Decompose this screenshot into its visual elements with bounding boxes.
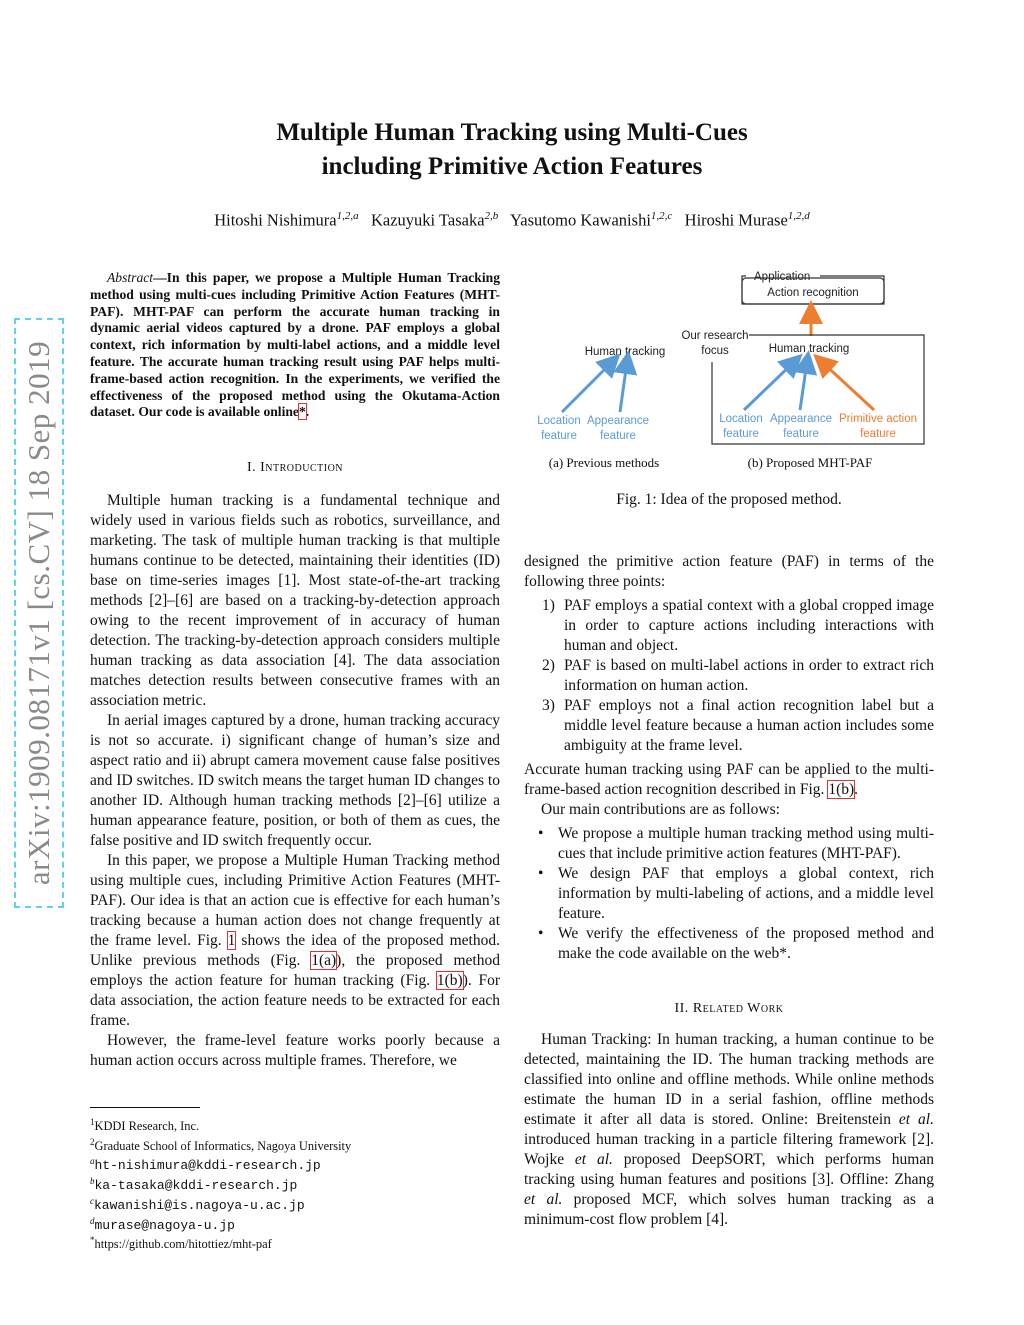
paragraph: Our main contributions are as follows:	[541, 801, 780, 818]
figure-ref-link[interactable]: 1(b)	[828, 781, 855, 798]
arxiv-identifier-box[interactable]	[14, 318, 64, 908]
abstract-lead: Abstract	[107, 270, 154, 285]
paper-title	[150, 116, 874, 184]
section-number: I.	[246, 460, 257, 475]
email: ht-nishimura@kddi-research.jp	[94, 1158, 321, 1174]
paragraph: In aerial images captured by a drone, human tracking accuracy is not so accurate. i) significant change of human’s size and aspect ratio and ii) abrupt camera movement cause false positives and ID switches. ID switch means the target human ID changes to another ID. Although human tracking methods [2]–[6] utilize a human appearance feature, position, or both of them as cues, the false positive and ID switch frequently occur.	[90, 712, 500, 849]
introduction-body	[90, 491, 500, 1071]
section-title: Related Work	[692, 1001, 784, 1016]
abstract	[90, 270, 500, 421]
fig-b-focus-sub: focus	[701, 345, 729, 357]
bullet-icon: •	[538, 825, 544, 842]
section-title: Introduction	[260, 460, 344, 475]
paragraph: Accurate human tracking using PAF can be applied to the multi-frame-based action recognition described in Fig. 1(b).	[524, 761, 934, 798]
fig-b-location-label: Location	[719, 413, 763, 425]
fig-b-action-label: Action recognition	[767, 287, 859, 299]
fig-a-arrow-location	[562, 362, 612, 412]
paragraph: Human Tracking: In human tracking, a human continue to be detected, maintaining the ID. The human tracking methods are classified into online and offline methods. While online methods estimate the human ID in a serial fashion, offline methods estimate it after all data is stored. Online: Breitenstein et al. introduced human tracking in a particle filtering framework [2]. Wojke et al. proposed DeepSORT, which performs human tracking using human features and positions [3]. Offline: Zhang et al. proposed MCF, which solves human tracking as a minimum-cost flow problem [4].	[524, 1031, 934, 1228]
figure-ref-link[interactable]: 1(b)	[436, 972, 463, 989]
contributions-list	[524, 824, 934, 964]
bullet-icon: •	[538, 865, 544, 882]
footnote: $^d$murase@nagoya-u.jp	[90, 1215, 235, 1233]
section-heading-introduction	[90, 460, 500, 476]
author-list	[90, 210, 934, 231]
list-item: • We design PAF that employs a global context, rich information by multi-labeling of actions, and a middle level feature.	[524, 864, 934, 924]
fig-b-arrow-appearance	[800, 362, 807, 410]
bullet-icon: •	[538, 925, 544, 942]
fig-b-appearance-sub: feature	[783, 428, 819, 440]
section-number: II.	[674, 1001, 689, 1016]
list-item: 1) PAF employs a spatial context with a global cropped image in order to capture actions including interactions with human and object.	[542, 597, 934, 654]
title-line-2: including Primitive Action Features	[321, 153, 703, 180]
fig-a-human-tracking-label: Human tracking	[584, 346, 666, 358]
text-run: shows the idea of the proposed method. Unlike previous methods (Fig.	[90, 932, 500, 969]
author-name: Kazuyuki Tasaka	[370, 210, 485, 230]
fig-b-primitive-label: Primitive action	[839, 413, 917, 425]
text-run: ). For data association, the action feature needs to be extracted for each frame.	[90, 972, 500, 1029]
related-work-body	[524, 1030, 934, 1230]
list-item: 2) PAF is based on multi-label actions in order to extract rich information on human action.	[542, 657, 934, 694]
text-run: In this paper, we propose a Multiple Human Tracking method using multiple cues, including Primitive Action Features (MHT-PAF). Our idea is that an action cue is effective for each human’s tracking because a human action does not change frequently at the frame level. Fig.	[90, 852, 500, 949]
fig-b-focus-label: Our research	[681, 330, 749, 342]
subcaption-b: (b) Proposed MHT-PAF	[747, 455, 873, 470]
author-name: Hiroshi Murase	[684, 210, 788, 230]
footnote: $^c$kawanishi@is.nagoya-u.ac.jp	[90, 1195, 305, 1213]
abstract-text: In this paper, we propose a Multiple Human Tracking method using multi-cues including Primitive Action Features (MHT-PAF). MHT-PAF can perform the accurate human tracking in dynamic aerial videos captured by a drone. PAF employs a global context, rich information by multi-label actions, and a middle level feature. The accurate human tracking result using PAF helps multi-frame-based action recognition. In the experiments, we verified the effectiveness of the proposed method using the Okutama-Action dataset. Our code is available online	[90, 270, 500, 420]
fig-b-human-tracking-label: Human tracking	[768, 343, 850, 355]
section-heading-related-work	[524, 1001, 934, 1017]
arxiv-identifier[interactable]: arXiv:1909.08171v1 [cs.CV] 18 Sep 2019	[21, 340, 57, 886]
footnote: $^a$ht-nishimura@kddi-research.jp	[90, 1156, 321, 1174]
fig-b-location-sub: feature	[723, 428, 759, 440]
fig-a-appearance-sub: feature	[600, 430, 636, 442]
fig-b-primitive-sub: feature	[860, 428, 896, 440]
abstract-dash: —	[153, 270, 167, 285]
footnotes	[90, 1115, 500, 1253]
title-line-1: Multiple Human Tracking using Multi-Cues	[276, 119, 748, 146]
author-affil: 1,2,a	[336, 210, 359, 222]
list-item: • We propose a multiple human tracking method using multi-cues that include primitive action features (MHT-PAF).	[524, 824, 934, 864]
figure-ref-link[interactable]: 1(a)	[311, 952, 337, 969]
fig-a-location-label: Location	[537, 415, 581, 427]
footnote: $^2$Graduate School of Informatics, Nagoya University	[90, 1136, 352, 1153]
figure-ref-link[interactable]: 1	[227, 932, 236, 949]
email: murase@nagoya-u.jp	[94, 1217, 235, 1233]
subcaption-a: (a) Previous methods	[548, 455, 660, 470]
paragraph: Multiple human tracking is a fundamental technique and widely used in various fields such as robotics, surveillance, and marketing. The task of multiple human tracking is that multiple humans continue to be detected, maintaining their identities (ID) base on time-series images [1]. Most state-of-the-art tracking methods [2]–[6] are based on a tracking-by-detection approach owing to the recent improvement of in accuracy of human detection. The tracking-by-detection approach considers multiple human tracking as data association [4]. The data association matches detection results between consecutive frames with an association metric.	[90, 492, 500, 709]
fig-b-appearance-label: Appearance	[769, 413, 833, 425]
design-points-list	[524, 596, 934, 756]
paragraph	[90, 851, 500, 1031]
list-item: • We verify the effectiveness of the proposed method and make the code available on the web*.	[524, 924, 934, 964]
footnote-rule	[90, 1107, 200, 1108]
fig-a-location-sub: feature	[541, 430, 577, 442]
author-name: Yasutomo Kawanishi	[510, 210, 651, 230]
fig-a-appearance-label: Appearance	[586, 415, 650, 427]
author-affil: 1,2,d	[787, 210, 810, 222]
right-column-body	[524, 552, 934, 964]
author-name: Hitoshi Nishimura	[214, 210, 337, 230]
paragraph: designed the primitive action feature (PAF) in terms of the following three points:	[524, 553, 934, 590]
author-affil: 1,2,c	[650, 210, 673, 222]
text-run: ), the proposed method employs the action feature for human tracking (Fig.	[90, 952, 500, 989]
author-affil: 2,b	[484, 210, 499, 222]
email: kawanishi@is.nagoya-u.ac.jp	[94, 1198, 305, 1213]
paragraph: However, the frame-level feature works poorly because a human action occurs across multiple frames. Therefore, we	[90, 1032, 500, 1069]
fig-b-arrow-location	[744, 362, 794, 410]
code-url[interactable]: https://github.com/hitottiez/mht-paf	[94, 1237, 272, 1252]
fig-a-arrow-appearance	[620, 362, 627, 412]
email: ka-tasaka@kddi-research.jp	[94, 1178, 298, 1194]
figure-1-diagram	[524, 262, 934, 452]
footnote-link[interactable]: *	[298, 404, 306, 420]
list-item: 3) PAF employs not a final action recognition label but a middle level feature because a human action includes some ambiguity at the frame level.	[542, 697, 934, 754]
figure-caption: Fig. 1: Idea of the proposed method.	[616, 491, 842, 508]
footnote: *https://github.com/hitottiez/mht-paf	[90, 1235, 272, 1252]
footnote: $^b$ka-tasaka@kddi-research.jp	[90, 1176, 298, 1194]
footnote: $^1$KDDI Research, Inc.	[90, 1117, 200, 1134]
abstract-end: .	[305, 404, 310, 420]
fig-b-application-label: Application	[754, 271, 811, 283]
fig-b-arrow-primitive	[822, 362, 874, 410]
